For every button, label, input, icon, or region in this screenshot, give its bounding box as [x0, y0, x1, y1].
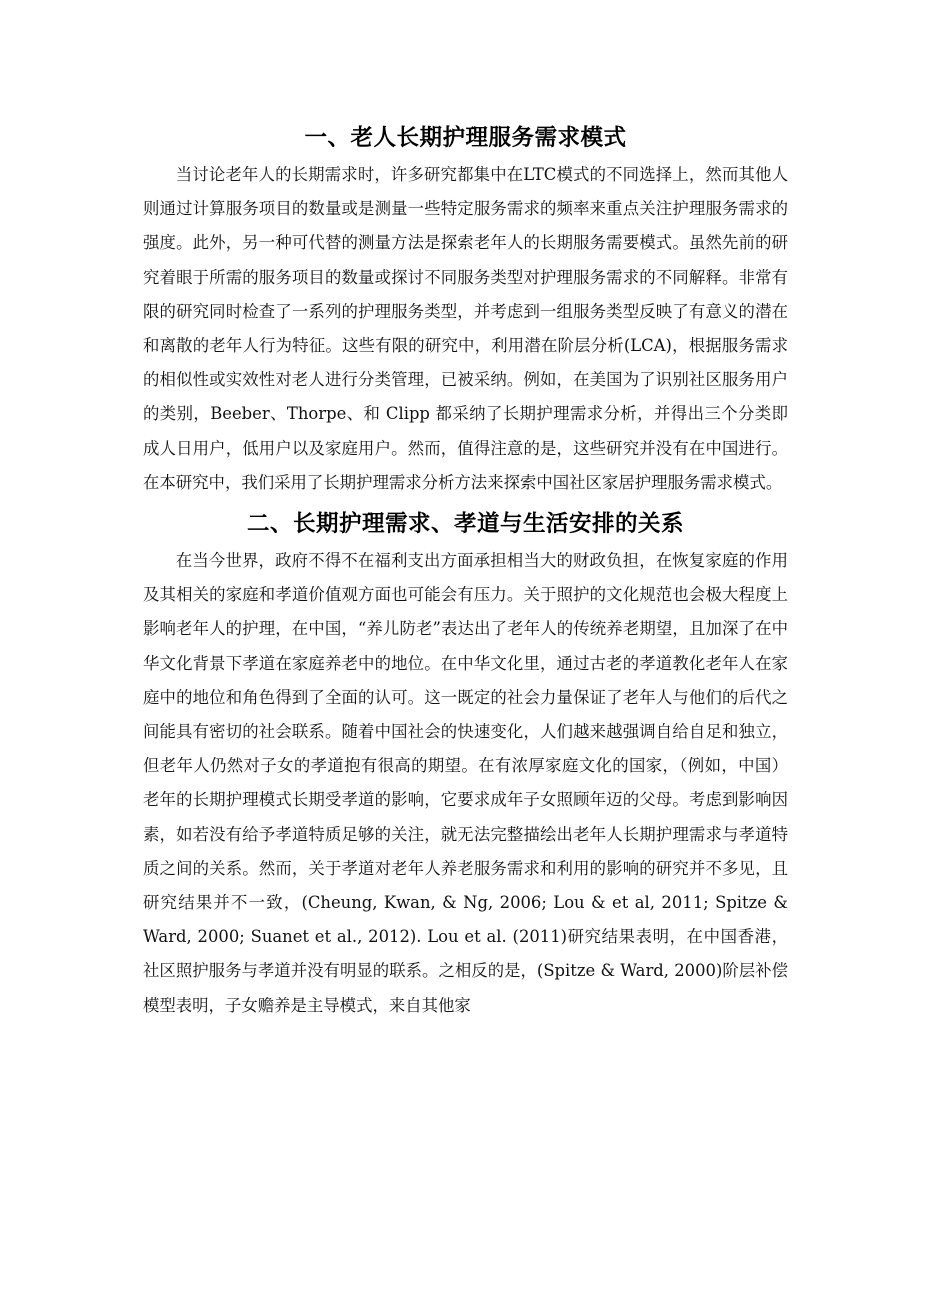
- section-heading: 一、老人长期护理服务需求模式: [304, 125, 627, 151]
- body-paragraph: 当讨论老年人的长期需求时，许多研究都集中在LTC模式的不同选择上，然而其他人则通过计算服务项目的数量或是测量一些特定服务需求的频率来重点关注护理服务需求的强度。此外，另一种可代替的测量方法是探索老年人的长期服务需要模式。虽然先前的研究着眼于所需的服务项目的数量或探讨不同服务类型对护理服务需求的不同解释。非常有限的研究同时检查了一系列的护理服务类型，并考虑到一组服务类型反映了有意义的潜在和离散的老年人行为特征。这些有限的研究中，利用潜在阶层分析(LCA)，根据服务需求的相似性或实效性对老人进行分类管理，已被采纳。例如，在美国为了识别社区服务用户的类别，Beeber、Thorpe、和 Clipp 都采纳了长期护理需求分析，并得出三个分类即成人日用户，低用户以及家庭用户。然而，值得注意的是，这些研究并没有在中国进行。在本研究中，我们采用了长期护理需求分析方法来探索中国社区家居护理服务需求模式。: [143, 165, 788, 492]
- document-page: [143, 118, 788, 1023]
- body-paragraph: 在当今世界，政府不得不在福利支出方面承担相当大的财政负担，在恢复家庭的作用及其相关的家庭和孝道价值观方面也可能会有压力。关于照护的文化规范也会极大程度上影响老年人的护理，在中国，“养儿防老”表达出了老年人的传统养老期望，且加深了在中华文化背景下孝道在家庭养老中的地位。在中华文化里，通过古老的孝道教化老年人在家庭中的地位和角色得到了全面的认可。这一既定的社会力量保证了老年人与他们的后代之间能具有密切的社会联系。随着中国社会的快速变化，人们越来越强调自给自足和独立，但老年人仍然对子女的孝道抱有很高的期望。在有浓厚家庭文化的国家，（例如，中国）老年的长期护理模式长期受孝道的影响，它要求成年子女照顾年迈的父母。考虑到影响因素，如若没有给予孝道特质足够的关注，就无法完整描绘出老年人长期护理需求与孝道特质之间的关系。然而，关于孝道对老年人养老服务需求和利用的影响的研究并不多见，且研究结果并不一致，(Cheung, Kwan, & Ng, 2006; Lou & et al, 2011; Spitze & Ward, 2000; Suanet et al., 2012). Lou et al. (2011)研究结果表明，在中国香港，社区照护服务与孝道并没有明显的联系。之相反的是，(Spitze & Ward, 2000)阶层补偿模型表明，子女赡养是主导模式，来自其他家: [143, 551, 788, 1015]
- section-ltc-demand-patterns: [143, 118, 788, 500]
- section-filial-piety-relationship: [143, 504, 788, 1023]
- section-heading: 二、长期护理需求、孝道与生活安排的关系: [246, 511, 684, 538]
